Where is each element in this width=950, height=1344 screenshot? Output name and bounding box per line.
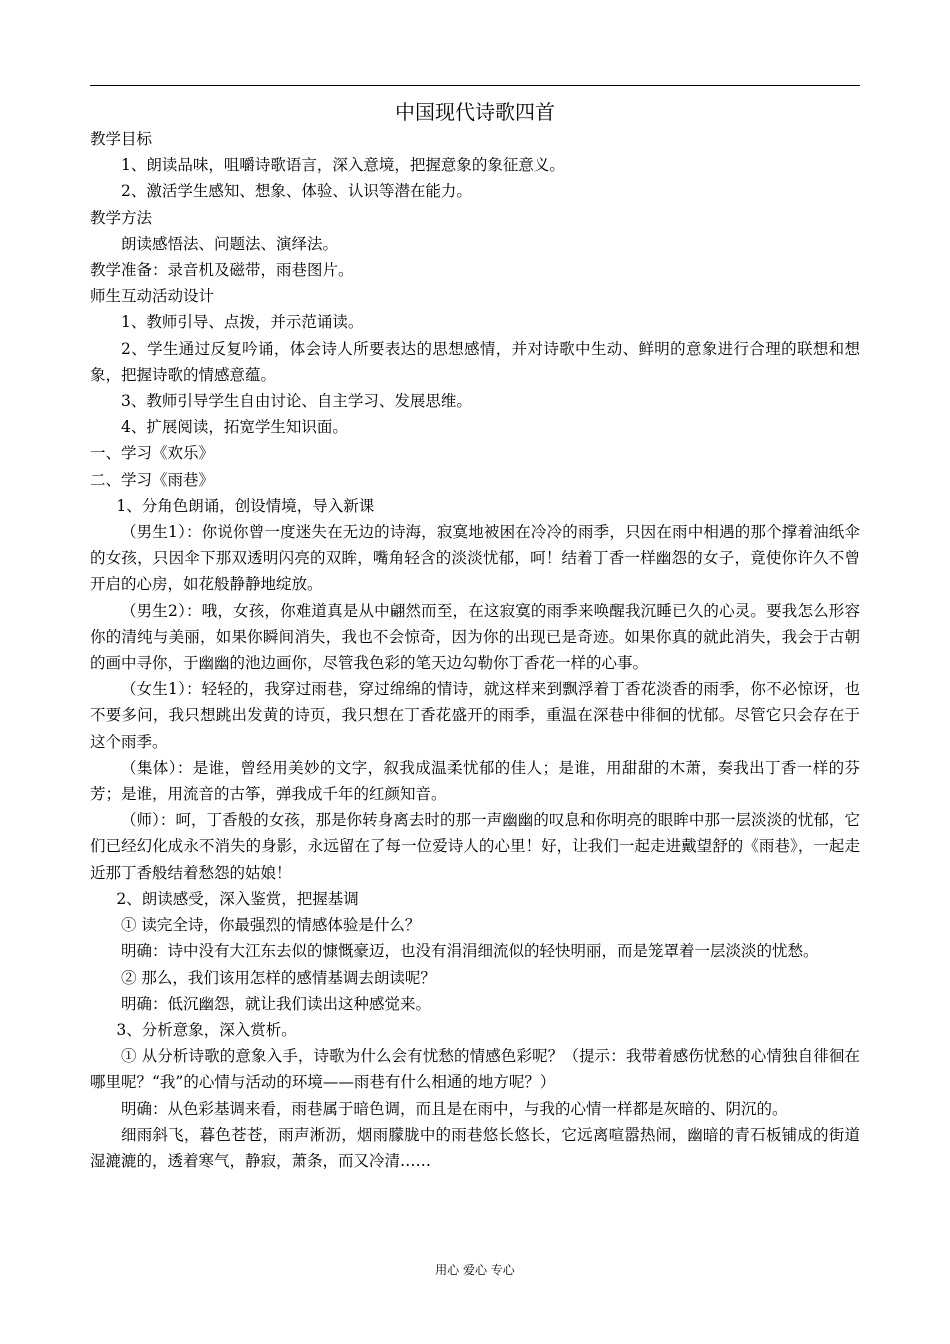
question-text: ① 从分析诗歌的意象入手，诗歌为什么会有忧愁的情感色彩呢？（提示：我带着感伤忧愁的心情独自徘徊在哪里呢？“我”的心情与活动的环境——雨巷有什么相通的地方呢？）: [90, 1047, 860, 1092]
description-paragraph: 细雨斜飞，暮色苍苍，雨声淅沥，烟雨朦胧中的雨巷悠长悠长，它远离喧嚣热闹，幽暗的青石板铺成的街道湿漉漉的，透着寒气，静寂，萧条，而又冷清……: [90, 1125, 860, 1170]
goal-item: 1、朗读品味，咀嚼诗歌语言，深入意境，把握意象的象征意义。: [121, 156, 565, 175]
prep-text: 教学准备：录音机及磁带，雨巷图片。: [90, 261, 354, 280]
document-body: [90, 126, 860, 1174]
methods-text: 朗读感悟法、问题法、演绎法。: [121, 234, 339, 253]
step-heading: 3、分析意象，深入赏析。: [116, 1020, 297, 1039]
method-heading: 教学方法: [90, 208, 153, 227]
activity-item: 1、教师引导、点拨，并示范诵读。: [121, 313, 364, 332]
page-footer: 用心 爱心 专心: [435, 1263, 515, 1277]
answer-text: 明确：低沉幽怨，就让我们读出这种感觉来。: [121, 994, 432, 1013]
question-text: ① 读完全诗，你最强烈的情感体验是什么？: [121, 916, 421, 935]
recitation-paragraph: （男生1）：你说你曾一度迷失在无边的诗海，寂寞地被困在冷冷的雨季，只因在雨中相遇的那个撑着油纸伞的女孩，只因伞下那双透明闪亮的双眸，嘴角轻含的淡淡忧郁，呵！结着丁香一样幽怨的女子，竟使你许久不曾开启的心房，如花般静静地绽放。: [90, 523, 860, 594]
recitation-paragraph: （师）：呵，丁香般的女孩，那是你转身离去时的那一声幽幽的叹息和你明亮的眼眸中那一层淡淡的忧郁，它们已经幻化成永不消失的身影，永远留在了每一位爱诗人的心里！好，让我们一起走进戴望舒的《雨巷》，一起走近那丁香般结着愁怨的姑娘！: [90, 811, 860, 882]
answer-text: 明确：诗中没有大江东去似的慷慨豪迈，也没有涓涓细流似的轻快明丽，而是笼罩着一层淡淡的忧愁。: [121, 942, 819, 961]
activity-item: 4、扩展阅读，拓宽学生知识面。: [121, 418, 348, 437]
goal-item: 2、激活学生感知、想象、体验、认识等潜在能力。: [121, 182, 472, 201]
step-heading: 2、朗读感受，深入鉴赏，把握基调: [116, 889, 359, 908]
recitation-paragraph: （男生2）：哦，女孩，你难道真是从中翩然而至，在这寂寞的雨季来唤醒我沉睡已久的心灵。要我怎么形容你的清纯与美丽，如果你瞬间消失，我也不会惊奇，因为你的出现已是奇迹。如果你真的就此消失，我会于古朝的画中寻你，于幽幽的池边画你，尽管我色彩的笔天边勾勒你丁香花一样的心事。: [90, 601, 860, 673]
recitation-paragraph: （集体）：是谁，曾经用美妙的文字，叙我成温柔忧郁的佳人；是谁，用甜甜的木萧，奏我出丁香一样的芬芳；是谁，用流音的古筝，弹我成千年的红颜知音。: [90, 758, 860, 804]
activity-item: 2、学生通过反复吟诵，体会诗人所要表达的思想感情，并对诗歌中生动、鲜明的意象进行合理的联想和想象，把握诗歌的情感意蕴。: [90, 339, 860, 384]
step-heading: 1、分角色朗诵，创设情境，导入新课: [116, 496, 375, 515]
recitation-paragraph: （女生1）：轻轻的，我穿过雨巷，穿过绵绵的情诗，就这样来到飘浮着丁香花淡香的雨季，你不必惊讶，也不要多问，我只想跳出发黄的诗页，我只想在丁香花盛开的雨季，重温在深巷中徘徊的忧郁。尽管它只会存在于这个雨季。: [90, 680, 860, 751]
section-heading: 一、学习《欢乐》: [90, 444, 215, 463]
header-rule: [90, 85, 860, 86]
goals-heading: 教学目标: [90, 130, 153, 148]
section-heading: 二、学习《雨巷》: [90, 470, 215, 489]
activity-item: 3、教师引导学生自由讨论、自主学习、发展思维。: [121, 392, 472, 411]
activity-heading: 师生互动活动设计: [90, 287, 215, 306]
page-title: 中国现代诗歌四首: [395, 100, 555, 124]
answer-text: 明确：从色彩基调来看，雨巷属于暗色调，而且是在雨中，与我的心情一样都是灰暗的、阴沉的。: [121, 1099, 788, 1118]
question-text: ② 那么，我们该用怎样的感情基调去朗读呢？: [121, 968, 436, 987]
